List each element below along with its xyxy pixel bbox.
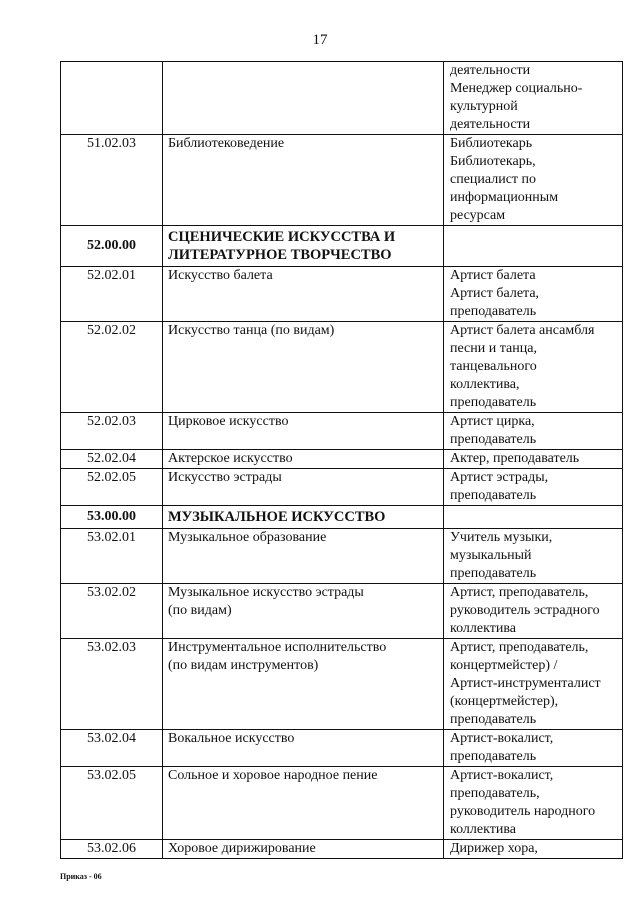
- specialty-code: 53.02.04: [61, 730, 163, 767]
- specialty-name: [163, 322, 444, 413]
- specialty-name-line: Искусство балета: [168, 268, 273, 283]
- specialty-code: 53.02.05: [61, 767, 163, 840]
- qualification-line: Библиотекарь: [450, 136, 533, 151]
- qualification: [444, 226, 623, 267]
- specialty-name-line: Искусство эстрады: [168, 470, 282, 485]
- qualification-line: преподаватель: [450, 749, 537, 764]
- specialty-code: 52.02.02: [61, 322, 163, 413]
- qualification-line: Менеджер социально-: [450, 81, 583, 96]
- qualification-line: преподаватель: [450, 488, 537, 503]
- specialty-code: 53.02.02: [61, 584, 163, 639]
- specialty-name-line: Вокальное искусство: [168, 731, 295, 746]
- specialty-name: [163, 840, 444, 859]
- specialty-name: [163, 135, 444, 226]
- specialty-name: [163, 584, 444, 639]
- specialty-name: [163, 639, 444, 730]
- qualification-line: культурной: [450, 99, 518, 114]
- specialty-name-line: Искусство танца (по видам): [168, 323, 335, 338]
- table-row: [61, 767, 623, 840]
- specialty-name-line: Инструментальное исполнительство: [168, 640, 387, 655]
- qualification: [444, 529, 623, 584]
- qualification-line: преподаватель: [450, 395, 537, 410]
- table-row: [61, 730, 623, 767]
- specialty-code: 51.02.03: [61, 135, 163, 226]
- qualification-line: руководитель народного: [450, 804, 596, 819]
- specialty-name-line: (по видам): [168, 603, 232, 618]
- qualification-line: танцевального: [450, 359, 537, 374]
- qualification: [444, 62, 623, 135]
- table-row: [61, 322, 623, 413]
- qualification-line: Артист балета ансамбля: [450, 323, 595, 338]
- specialty-name: [163, 730, 444, 767]
- qualification: [444, 840, 623, 859]
- page-number: 17: [312, 32, 328, 48]
- specialty-name: [163, 767, 444, 840]
- qualification-line: Артист-инструменталист: [450, 676, 601, 691]
- qualification-line: коллектива: [450, 621, 516, 636]
- qualification-line: музыкальный: [450, 548, 532, 563]
- specialty-code: 52.00.00: [61, 226, 163, 267]
- qualification-line: преподаватель: [450, 712, 537, 727]
- specialty-code: 52.02.04: [61, 450, 163, 469]
- qualification-line: Учитель музыки,: [450, 530, 553, 545]
- specialty-name-line: Хоровое дирижирование: [168, 841, 316, 856]
- table-row: [61, 413, 623, 450]
- specialties-table: [60, 61, 623, 859]
- specialty-name-line: Сольное и хоровое народное пение: [168, 768, 378, 783]
- specialty-name: [163, 62, 444, 135]
- specialty-code: 53.02.06: [61, 840, 163, 859]
- specialty-name: [163, 506, 444, 529]
- specialty-code: 53.02.01: [61, 529, 163, 584]
- qualification: [444, 322, 623, 413]
- qualification-line: Артист-вокалист,: [450, 731, 554, 746]
- specialty-code: 52.02.05: [61, 469, 163, 506]
- qualification-line: концертмейстер) /: [450, 658, 558, 673]
- qualification-line: преподаватель: [450, 432, 537, 447]
- qualification-line: деятельности: [450, 63, 531, 78]
- qualification: [444, 267, 623, 322]
- section-row: [61, 506, 623, 529]
- table-body: [61, 62, 623, 859]
- qualification: [444, 469, 623, 506]
- qualification: [444, 730, 623, 767]
- specialty-code: 53.00.00: [61, 506, 163, 529]
- qualification-line: коллектива,: [450, 377, 520, 392]
- footer-order-label: Приказ - 06: [60, 872, 102, 881]
- specialty-name: [163, 226, 444, 267]
- table-row: [61, 840, 623, 859]
- specialty-name-line: Библиотековедение: [168, 136, 285, 151]
- qualification: [444, 584, 623, 639]
- section-row: [61, 226, 623, 267]
- qualification-line: Актер, преподаватель: [450, 451, 580, 466]
- qualification-line: коллектива: [450, 822, 516, 837]
- qualification: [444, 639, 623, 730]
- table-row: [61, 135, 623, 226]
- specialty-name: [163, 267, 444, 322]
- qualification-line: преподаватель: [450, 566, 537, 581]
- table-row: [61, 529, 623, 584]
- specialty-name-line: ЛИТЕРАТУРНОЕ ТВОРЧЕСТВО: [168, 247, 392, 263]
- table-row: [61, 639, 623, 730]
- qualification-line: Артист, преподаватель,: [450, 640, 589, 655]
- table-row: [61, 584, 623, 639]
- specialty-code: [61, 62, 163, 135]
- specialty-name: [163, 529, 444, 584]
- qualification-line: Артист эстрады,: [450, 470, 549, 485]
- specialty-name-line: МУЗЫКАЛЬНОЕ ИСКУССТВО: [168, 509, 386, 525]
- qualification-line: специалист по: [450, 172, 537, 187]
- qualification-line: (концертмейстер),: [450, 694, 559, 709]
- table-row: [61, 62, 623, 135]
- qualification-line: руководитель эстрадного: [450, 603, 600, 618]
- specialty-name-line: СЦЕНИЧЕСКИЕ ИСКУССТВА И: [168, 229, 396, 245]
- qualification-line: деятельности: [450, 117, 531, 132]
- qualification-line: песни и танца,: [450, 341, 537, 356]
- qualification-line: Артист, преподаватель,: [450, 585, 589, 600]
- qualification-line: Артист балета,: [450, 286, 540, 301]
- qualification: [444, 413, 623, 450]
- specialty-name: [163, 450, 444, 469]
- qualification-line: преподаватель: [450, 304, 537, 319]
- specialty-name-line: Актерское искусство: [168, 451, 293, 466]
- qualification: [444, 506, 623, 529]
- qualification: [444, 450, 623, 469]
- qualification-line: Артист балета: [450, 268, 536, 283]
- qualification-line: информационным: [450, 190, 559, 205]
- specialty-code: 53.02.03: [61, 639, 163, 730]
- qualification-line: ресурсам: [450, 208, 506, 223]
- qualification-line: Артист-вокалист,: [450, 768, 554, 783]
- specialty-code: 52.02.03: [61, 413, 163, 450]
- table-row: [61, 267, 623, 322]
- specialty-code: 52.02.01: [61, 267, 163, 322]
- specialty-name: [163, 469, 444, 506]
- qualification-line: преподаватель,: [450, 786, 540, 801]
- qualification: [444, 767, 623, 840]
- qualification: [444, 135, 623, 226]
- qualification-line: Библиотекарь,: [450, 154, 536, 169]
- table-row: [61, 450, 623, 469]
- specialty-name-line: (по видам инструментов): [168, 658, 319, 673]
- qualification-line: Артист цирка,: [450, 414, 535, 429]
- specialty-name-line: Музыкальное искусство эстрады: [168, 585, 364, 600]
- specialty-name-line: Музыкальное образование: [168, 530, 327, 545]
- qualification-line: Дирижер хора,: [450, 841, 538, 856]
- specialty-name: [163, 413, 444, 450]
- specialty-name-line: Цирковое искусство: [168, 414, 289, 429]
- table-row: [61, 469, 623, 506]
